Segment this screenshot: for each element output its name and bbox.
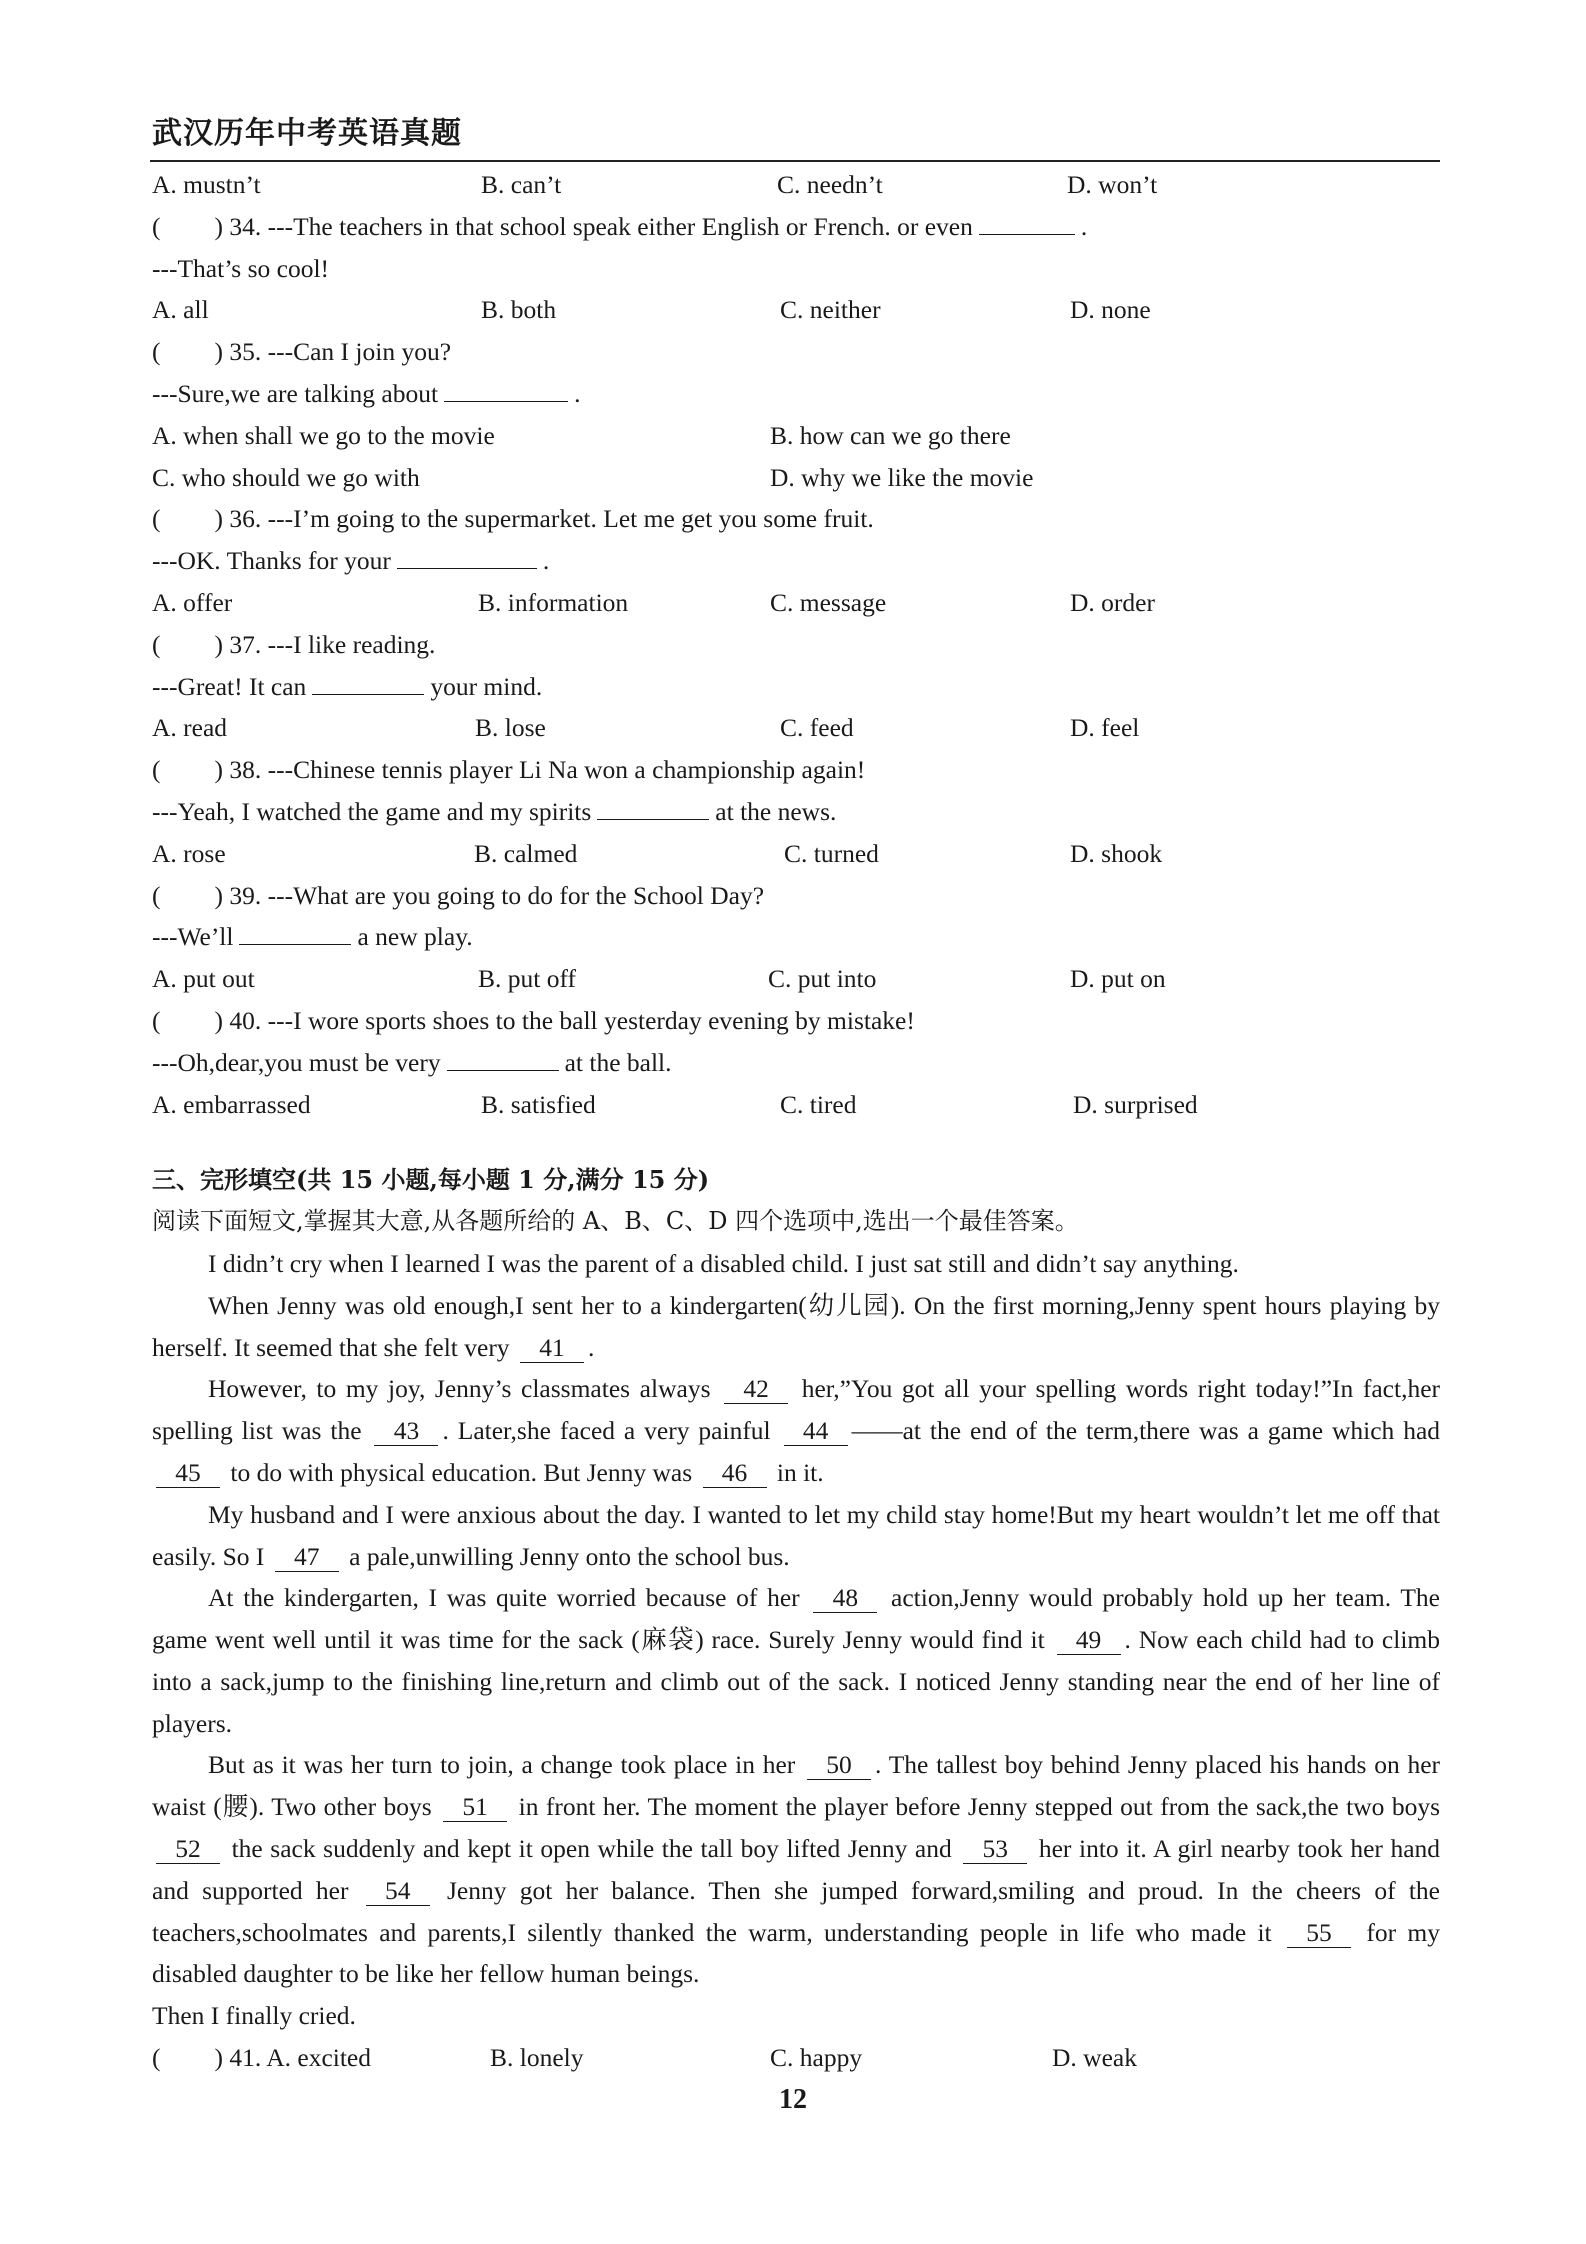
q39-option-a[interactable]: A. put out <box>152 964 255 994</box>
q38-option-c[interactable]: C. turned <box>784 838 879 868</box>
passage-paragraph-3 <box>152 1368 1440 1493</box>
q35-option-b[interactable]: B. how can we go there <box>770 420 1011 450</box>
q37-options-row <box>152 707 1440 749</box>
q35-period: . <box>574 378 581 408</box>
document-header-title: 武汉历年中考英语真题 <box>152 116 462 151</box>
blank-43[interactable]: 43 <box>374 1417 438 1446</box>
answer-slot[interactable] <box>167 501 209 527</box>
q38-option-b[interactable]: B. calmed <box>474 838 578 868</box>
passage-text: in front her. The moment the player before Jenny stepped out from the sack,the two boys <box>518 1792 1441 1822</box>
q34-fill-blank[interactable] <box>979 208 1075 235</box>
q36-fill-blank[interactable] <box>397 542 537 569</box>
q34-option-b[interactable]: B. both <box>481 295 557 325</box>
q39-option-d[interactable]: D. put on <box>1070 964 1166 994</box>
answer-paren-open: ( <box>152 880 161 910</box>
q34-option-d[interactable]: D. none <box>1070 295 1151 325</box>
answer-paren-open: ( <box>152 1005 161 1035</box>
passage-text: Jenny got her balance. Then she jumped forward,smiling and proud. In the cheers of the teachers,schoolmates and parents,I silently thanked the warm, understanding people in life who made it <box>152 1875 1441 1947</box>
q36-reply <box>152 540 1440 582</box>
q41-option-d[interactable]: D. weak <box>1052 2043 1137 2073</box>
q38-option-d[interactable]: D. shook <box>1070 838 1163 868</box>
passage-paragraph-2 <box>152 1285 1440 1369</box>
q35-fill-blank[interactable] <box>444 375 568 402</box>
q39-option-c[interactable]: C. put into <box>768 964 877 994</box>
passage-text: to do with physical education. But Jenny was <box>230 1457 693 1487</box>
blank-41[interactable]: 41 <box>520 1334 584 1363</box>
q40-options-row <box>152 1084 1440 1126</box>
q36-reply-text: ---OK. Thanks for your <box>152 546 391 576</box>
q36-period: . <box>542 546 550 576</box>
q37-reply-end: your mind. <box>430 671 543 701</box>
answer-slot[interactable] <box>167 1003 209 1029</box>
passage-text: ——at the end of the term,there was a game which had <box>851 1416 1441 1446</box>
q41-stem <box>152 2037 371 2079</box>
q41-option-c[interactable]: C. happy <box>770 2043 863 2073</box>
answer-paren-open: ( <box>152 211 161 241</box>
q35-stem <box>152 331 1440 373</box>
q36-options-row <box>152 582 1440 624</box>
passage-paragraph-4 <box>152 1494 1440 1578</box>
q37-question: ) 37. ---I like reading. <box>214 629 436 659</box>
q38-option-a[interactable]: A. rose <box>152 838 226 868</box>
q38-stem <box>152 749 1440 791</box>
q37-reply-text: ---Great! It can <box>152 671 307 701</box>
section-spacer <box>152 1125 1440 1159</box>
q40-stem <box>152 1000 1440 1042</box>
q36-option-b[interactable]: B. information <box>478 587 629 617</box>
answer-paren-open: ( <box>152 629 161 659</box>
q33-option-c[interactable]: C. needn’t <box>777 170 883 199</box>
q35-reply-text: ---Sure,we are talking about <box>152 378 439 408</box>
passage-text: her into it. A girl nearby took her hand and supported her <box>152 1834 1441 1905</box>
blank-42[interactable]: 42 <box>724 1375 788 1404</box>
q34-reply: ---That’s so cool! <box>152 253 330 283</box>
passage-text: However, to my joy, Jenny’s classmates always <box>208 1374 711 1404</box>
passage-text: But as it was her turn to join, a change took place in her <box>208 1750 796 1780</box>
answer-paren-open: ( <box>152 504 161 534</box>
blank-49[interactable]: 49 <box>1057 1626 1121 1655</box>
passage-text: . <box>587 1332 595 1362</box>
q40-fill-blank[interactable] <box>447 1044 559 1071</box>
q34-period: . <box>1080 211 1088 241</box>
passage-paragraph-7 <box>152 1995 1440 2037</box>
q38-reply-end: at the news. <box>715 796 837 826</box>
blank-51[interactable]: 51 <box>443 1793 507 1822</box>
q40-question: ) 40. ---I wore sports shoes to the ball yesterday evening by mistake! <box>214 1005 915 1035</box>
blank-48[interactable]: 48 <box>813 1584 877 1613</box>
q40-reply <box>152 1042 1440 1084</box>
exam-content <box>152 164 1440 2079</box>
q34-options-row <box>152 289 1440 331</box>
q37-stem <box>152 624 1440 666</box>
passage-paragraph-6 <box>152 1744 1440 1995</box>
q39-fill-blank[interactable] <box>239 918 351 945</box>
q35-option-d[interactable]: D. why we like the movie <box>770 462 1034 492</box>
q41-option-a[interactable]: ) 41. A. excited <box>214 2043 371 2073</box>
passage-text: When Jenny was old enough,I sent her to a kindergarten(幼儿园). On the first morning,Jenny spent hours playing by herself. It seemed that she felt very <box>152 1290 1440 1362</box>
q35-reply <box>152 373 1440 415</box>
passage-paragraph-1 <box>152 1243 1440 1285</box>
q40-option-a[interactable]: A. embarrassed <box>152 1089 311 1119</box>
passage-text: My husband and I were anxious about the day. I wanted to let my child stay home!But my heart wouldn’t let me off that easily. So I <box>152 1499 1440 1571</box>
answer-slot[interactable] <box>167 209 209 235</box>
q36-option-a[interactable]: A. offer <box>152 587 233 617</box>
q38-options-row <box>152 833 1440 875</box>
header-divider <box>150 160 1440 162</box>
q35-option-a[interactable]: A. when shall we go to the movie <box>152 420 495 450</box>
q34-stem <box>152 206 1440 248</box>
passage-text: . Later,she faced a very painful <box>442 1416 771 1446</box>
q40-option-b[interactable]: B. satisfied <box>481 1089 596 1119</box>
blank-53[interactable]: 53 <box>963 1835 1027 1864</box>
passage-text: action,Jenny would probably hold up her team. The game went well until it was time for the sack (麻袋) race. Surely Jenny would find it <box>152 1583 1441 1655</box>
answer-paren-open: ( <box>152 2043 161 2073</box>
q39-reply-text: ---We’ll <box>152 922 234 952</box>
page-number: 12 <box>779 2084 807 2115</box>
q37-option-b[interactable]: B. lose <box>475 713 546 743</box>
answer-paren-open: ( <box>152 755 161 785</box>
passage-text: in it. <box>776 1457 824 1487</box>
passage-text: for my disabled daughter to be like her fellow human beings. <box>152 1917 1441 1989</box>
q33-options-row <box>152 164 1440 206</box>
answer-slot[interactable] <box>167 2040 209 2066</box>
q41-option-b[interactable]: B. lonely <box>490 2043 584 2073</box>
q37-option-d[interactable]: D. feel <box>1070 713 1140 743</box>
q33-option-d[interactable]: D. won’t <box>1067 170 1158 199</box>
blank-44[interactable]: 44 <box>784 1417 848 1446</box>
q36-stem <box>152 498 1440 540</box>
q35-option-c[interactable]: C. who should we go with <box>152 462 420 492</box>
q35-options-row-1 <box>152 415 1440 457</box>
q39-option-b[interactable]: B. put off <box>478 964 576 994</box>
q34-option-c[interactable]: C. neither <box>780 295 881 325</box>
q33-option-b[interactable]: B. can’t <box>481 170 562 199</box>
section-instruction: 阅读下面短文,掌握其大意,从各题所给的 A、B、C、D 四个选项中,选出一个最佳答案。 <box>152 1207 1079 1236</box>
q39-reply-end: a new play. <box>357 922 473 952</box>
section-title: 三、完形填空(共 15 小题,每小题 1 分,满分 15 分) <box>152 1165 710 1195</box>
passage-text: the sack suddenly and kept it open while the tall boy lifted Jenny and <box>231 1834 952 1864</box>
q40-reply-text: ---Oh,dear,you must be very <box>152 1047 441 1077</box>
blank-50[interactable]: 50 <box>807 1751 871 1780</box>
q40-option-c[interactable]: C. tired <box>780 1089 857 1119</box>
q38-question: ) 38. ---Chinese tennis player Li Na won a championship again! <box>214 755 866 785</box>
q39-reply <box>152 916 1440 958</box>
q41-row <box>152 2037 1440 2079</box>
passage-text: a pale,unwilling Jenny onto the school bus. <box>349 1541 790 1571</box>
q39-question: ) 39. ---What are you going to do for the School Day? <box>214 880 765 910</box>
passage-text: . Now each child had to climb into a sack,jump to the finishing line,return and climb out of the sack. I noticed Jenny standing near the end of her line of players. <box>152 1625 1440 1738</box>
q39-stem <box>152 875 1440 917</box>
q37-fill-blank[interactable] <box>312 668 424 695</box>
passage-paragraph-5 <box>152 1577 1440 1744</box>
blank-46[interactable]: 46 <box>703 1459 767 1488</box>
q33-option-a[interactable]: A. mustn’t <box>152 170 261 199</box>
passage-text: At the kindergarten, I was quite worried because of her <box>208 1583 800 1613</box>
blank-45[interactable]: 45 <box>156 1459 220 1488</box>
passage-text: Then I finally cried. <box>152 2001 356 2031</box>
q40-reply-end: at the ball. <box>564 1047 672 1077</box>
q38-fill-blank[interactable] <box>597 793 709 820</box>
answer-slot[interactable] <box>167 334 209 360</box>
q40-option-d[interactable]: D. surprised <box>1073 1089 1198 1119</box>
q37-option-a[interactable]: A. read <box>152 713 228 743</box>
q36-option-c[interactable]: C. message <box>770 587 887 617</box>
blank-52[interactable]: 52 <box>156 1835 220 1864</box>
q37-option-c[interactable]: C. feed <box>780 713 854 743</box>
blank-55[interactable]: 55 <box>1287 1919 1351 1948</box>
answer-slot[interactable] <box>167 627 209 653</box>
passage-text: her,”You got all your spelling words right today!”In fact,her spelling list was the <box>152 1374 1441 1446</box>
answer-slot[interactable] <box>167 752 209 778</box>
q36-question: ) 36. ---I’m going to the supermarket. Let me get you some fruit. <box>214 504 874 534</box>
q35-question: ) 35. ---Can I join you? <box>214 337 452 367</box>
q36-option-d[interactable]: D. order <box>1070 587 1155 617</box>
q38-reply <box>152 791 1440 833</box>
q37-reply <box>152 666 1440 708</box>
q35-options-row-2 <box>152 457 1440 499</box>
q39-options-row <box>152 958 1440 1000</box>
q34-option-a[interactable]: A. all <box>152 295 209 325</box>
passage-text: . The tallest boy behind Jenny placed his hands on her waist (腰). Two other boys <box>152 1750 1441 1822</box>
blank-54[interactable]: 54 <box>366 1877 430 1906</box>
q38-reply-text: ---Yeah, I watched the game and my spirits <box>152 796 592 826</box>
passage-text: I didn’t cry when I learned I was the parent of a disabled child. I just sat still and didn’t say anything. <box>208 1248 1239 1278</box>
answer-paren-open: ( <box>152 337 161 367</box>
answer-slot[interactable] <box>167 878 209 904</box>
blank-47[interactable]: 47 <box>275 1543 339 1572</box>
q34-question: ) 34. ---The teachers in that school speak either English or French. or even <box>214 211 973 241</box>
